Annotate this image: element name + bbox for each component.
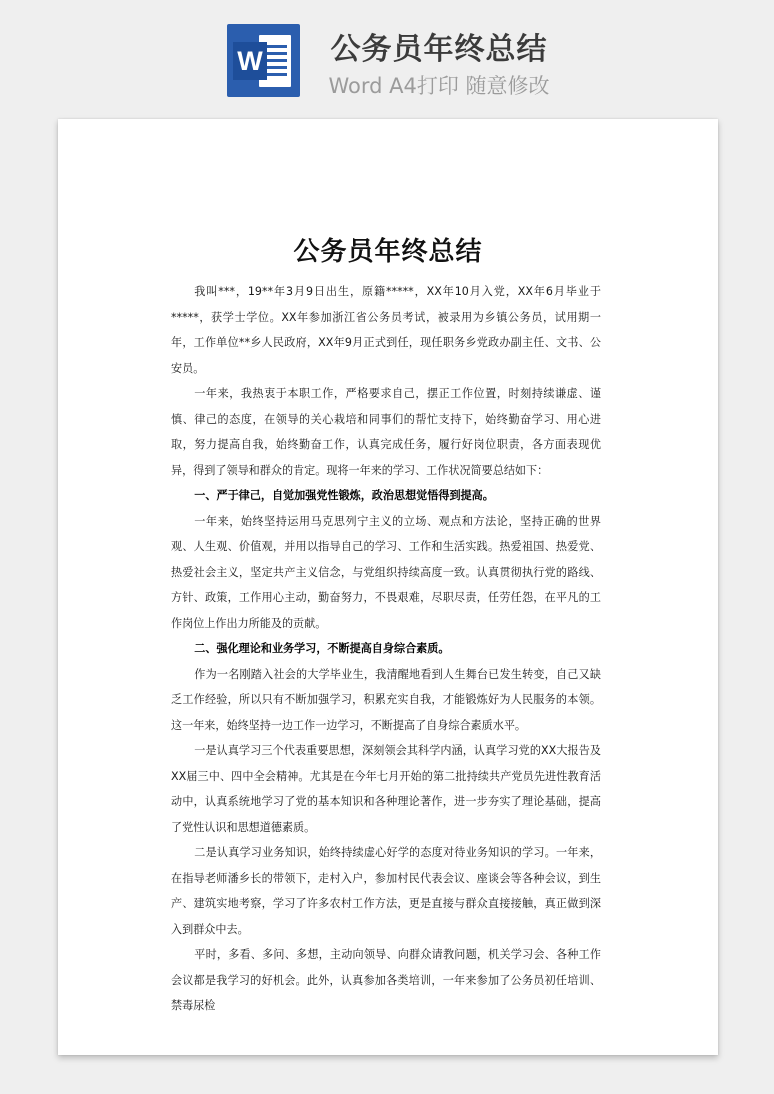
document-page	[58, 119, 718, 1055]
body-paragraph: 一年来，始终坚持运用马克思列宁主义的立场、观点和方法论，坚持正确的世界观、人生观、价值观，并用以指导自己的学习、工作和生活实践。热爱祖国、热爱党、热爱社会主义，坚定共产主义信念，与党组织持续高度一致。认真贯彻执行党的路线、方针、政策，工作用心主动，勤奋努力，不畏艰难，尽职尽责，任劳任怨，在平凡的工作岗位上作出力所能及的贡献。	[171, 514, 601, 630]
body-paragraph: 平时，多看、多问、多想，主动向领导、向群众请教问题，机关学习会、各种工作会议都是我学习的好机会。此外，认真参加各类培训，一年来参加了公务员初任培训、禁毒尿检	[171, 948, 601, 1012]
body-paragraph: 一年来，我热衷于本职工作，严格要求自己，摆正工作位置，时刻持续谦虚、谨慎、律己的态度，在领导的关心栽培和同事们的帮忙支持下，始终勤奋学习、用心进取，努力提高自我，始终勤奋工作，认真完成任务，履行好岗位职责，各方面表现优异，得到了领导和群众的肯定。现将一年来的学习、工作状况简要总结如下：	[171, 387, 601, 477]
body-paragraph: 我叫***，19**年3月9日出生，原籍*****，XX年10月入党，XX年6月毕业于*****，获学士学位。XX年参加浙江省公务员考试，被录用为乡镇公务员，试用期一年，工作单位**乡人民政府，XX年9月正式到任，现任职务乡党政办副主任、文书、公安员。	[171, 285, 601, 375]
word-letter: W	[233, 42, 267, 80]
body-paragraph: 一是认真学习三个代表重要思想，深刻领会其科学内涵，认真学习党的XX大报告及XX届三中、四中全会精神。尤其是在今年七月开始的第二批持续共产党员先进性教育活动中，认真系统地学习了党的基本知识和各种理论著作，进一步夯实了理论基础，提高了党性认识和思想道德素质。	[171, 744, 601, 834]
body-paragraph: 二是认真学习业务知识，始终持续虚心好学的态度对待业务知识的学习。一年来，在指导老师潘乡长的带领下，走村入户，参加村民代表会议、座谈会等各种会议，到生产、建筑实地考察，学习了许多农村工作方法，更是直接与群众直接接触，真正做到深入到群众中去。	[171, 846, 601, 936]
header-title: 公务员年终总结	[330, 32, 548, 67]
document-title: 公务员年终总结	[293, 237, 483, 267]
section-heading: 二、强化理论和业务学习，不断提高自身综合素质。	[194, 642, 450, 655]
body-paragraph: 作为一名刚踏入社会的大学毕业生，我清醒地看到人生舞台已发生转变，自己又缺乏工作经验，所以只有不断加强学习，积累充实自我，才能锻炼好为人民服务的本领。这一年来，始终坚持一边工作一边学习，不断提高了自身综合素质水平。	[171, 667, 601, 732]
document-body	[171, 279, 601, 1019]
header	[0, 0, 774, 118]
section-heading: 一、严于律己，自觉加强党性锻炼，政治思想觉悟得到提高。	[194, 489, 494, 502]
word-icon	[227, 24, 300, 97]
header-subtitle: Word A4打印 随意修改	[328, 74, 550, 98]
